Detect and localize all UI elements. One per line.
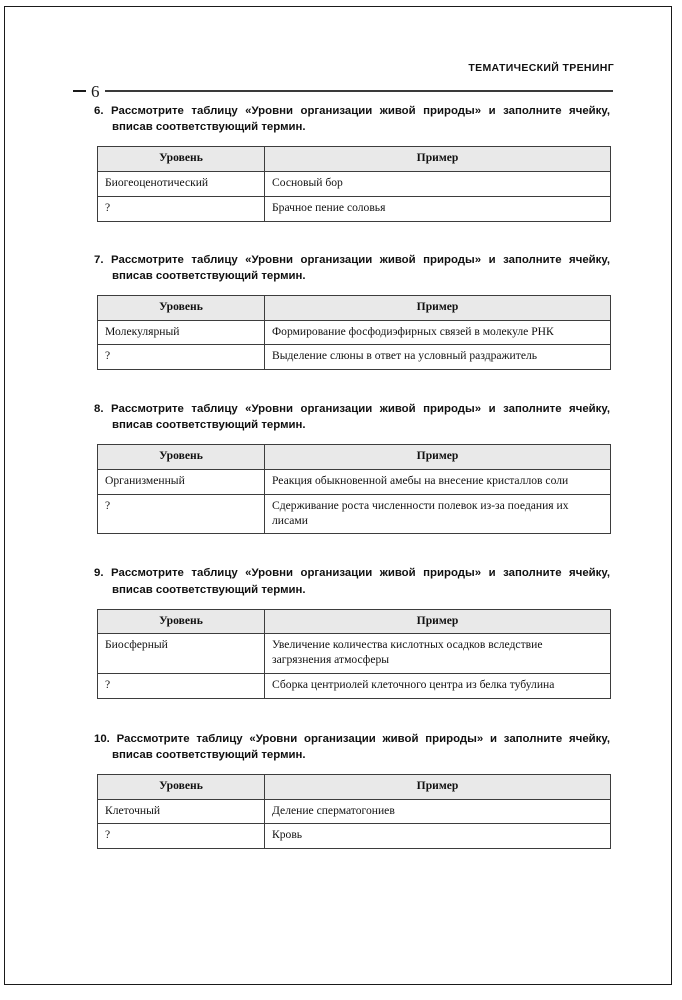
- question-block-10: [94, 731, 610, 850]
- cell-example: Увеличение количества кислотных осадков вследствие загрязнения атмосферы: [265, 634, 611, 673]
- column-header-level: Уровень: [98, 445, 265, 470]
- levels-table-9: [97, 609, 611, 699]
- cell-level: Молекулярный: [98, 320, 265, 345]
- question-body-7: Рассмотрите таблицу «Уровни организации живой природы» и заполните ячейку, вписав соответствующий термин.: [111, 253, 610, 282]
- folio-dash: [73, 90, 86, 92]
- cell-level: Организменный: [98, 470, 265, 495]
- cell-example: Выделение слюны в ответ на условный раздражитель: [265, 345, 611, 370]
- cell-example: Сборка центриолей клеточного центра из белка тубулина: [265, 673, 611, 698]
- cell-level-blank[interactable]: ?: [98, 345, 265, 370]
- table-row: [98, 673, 611, 698]
- column-header-level: Уровень: [98, 295, 265, 320]
- levels-table-6: [97, 146, 611, 221]
- table-header-row: [98, 774, 611, 799]
- cell-level-blank[interactable]: ?: [98, 673, 265, 698]
- table-row: [98, 470, 611, 495]
- column-header-level: Уровень: [98, 774, 265, 799]
- table-header-row: [98, 445, 611, 470]
- question-text-6: [94, 103, 610, 135]
- cell-example: Сдерживание роста численности полевок из-за поедания их лисами: [265, 494, 611, 533]
- question-number-10: 10.: [94, 732, 110, 745]
- question-text-8: [94, 401, 610, 433]
- question-body-8: Рассмотрите таблицу «Уровни организации живой природы» и заполните ячейку, вписав соответствующий термин.: [111, 403, 610, 432]
- question-body-6: Рассмотрите таблицу «Уровни организации живой природы» и заполните ячейку, вписав соответствующий термин.: [111, 105, 610, 134]
- block-gap: [94, 228, 610, 252]
- column-header-level: Уровень: [98, 147, 265, 172]
- table-row: [98, 196, 611, 221]
- question-number-8: 8.: [94, 403, 104, 416]
- question-body-9: Рассмотрите таблицу «Уровни организации живой природы» и заполните ячейку, вписав соответствующий термин.: [111, 567, 610, 596]
- table-row: [98, 634, 611, 673]
- table-row: [98, 320, 611, 345]
- question-number-9: 9.: [94, 567, 104, 580]
- cell-example: Деление сперматогониев: [265, 799, 611, 824]
- folio-rule: [105, 90, 614, 92]
- running-head: ТЕМАТИЧЕСКИЙ ТРЕНИНГ: [468, 62, 614, 74]
- column-header-example: Пример: [265, 295, 611, 320]
- cell-level-blank[interactable]: ?: [98, 824, 265, 849]
- cell-level: Клеточный: [98, 799, 265, 824]
- page-sheet: [4, 6, 672, 985]
- cell-level-blank[interactable]: ?: [98, 196, 265, 221]
- levels-table-10: [97, 774, 611, 849]
- column-header-example: Пример: [265, 147, 611, 172]
- question-text-7: [94, 252, 610, 284]
- cell-example: Реакция обыкновенной амебы на внесение кристаллов соли: [265, 470, 611, 495]
- block-gap: [94, 376, 610, 401]
- column-header-example: Пример: [265, 445, 611, 470]
- block-gap: [94, 540, 610, 565]
- cell-example: Сосновый бор: [265, 172, 611, 197]
- column-header-example: Пример: [265, 609, 611, 634]
- table-header-row: [98, 609, 611, 634]
- page-number: 6: [91, 81, 100, 101]
- cell-level-blank[interactable]: ?: [98, 494, 265, 533]
- block-gap: [94, 705, 610, 731]
- question-text-10: [94, 731, 610, 763]
- question-block-7: [94, 252, 610, 371]
- table-row: [98, 824, 611, 849]
- question-block-6: [94, 103, 610, 222]
- questions-list: [94, 103, 610, 855]
- cell-level: Биогеоценотический: [98, 172, 265, 197]
- question-block-9: [94, 565, 610, 698]
- table-header-row: [98, 295, 611, 320]
- table-row: [98, 799, 611, 824]
- folio: [73, 81, 613, 101]
- table-row: [98, 345, 611, 370]
- levels-table-7: [97, 295, 611, 370]
- table-header-row: [98, 147, 611, 172]
- cell-example: Кровь: [265, 824, 611, 849]
- page-content-area: [5, 7, 671, 984]
- table-row: [98, 172, 611, 197]
- cell-example: Формирование фосфодиэфирных связей в молекуле РНК: [265, 320, 611, 345]
- question-block-8: [94, 401, 610, 534]
- cell-level: Биосферный: [98, 634, 265, 673]
- cell-example: Брачное пение соловья: [265, 196, 611, 221]
- column-header-level: Уровень: [98, 609, 265, 634]
- question-text-9: [94, 565, 610, 597]
- levels-table-8: [97, 444, 611, 534]
- question-number-7: 7.: [94, 253, 104, 266]
- question-body-10: Рассмотрите таблицу «Уровни организации живой природы» и заполните ячейку, вписав соответствующий термин.: [112, 732, 611, 761]
- question-number-6: 6.: [94, 105, 104, 117]
- column-header-example: Пример: [265, 774, 611, 799]
- table-row: [98, 494, 611, 533]
